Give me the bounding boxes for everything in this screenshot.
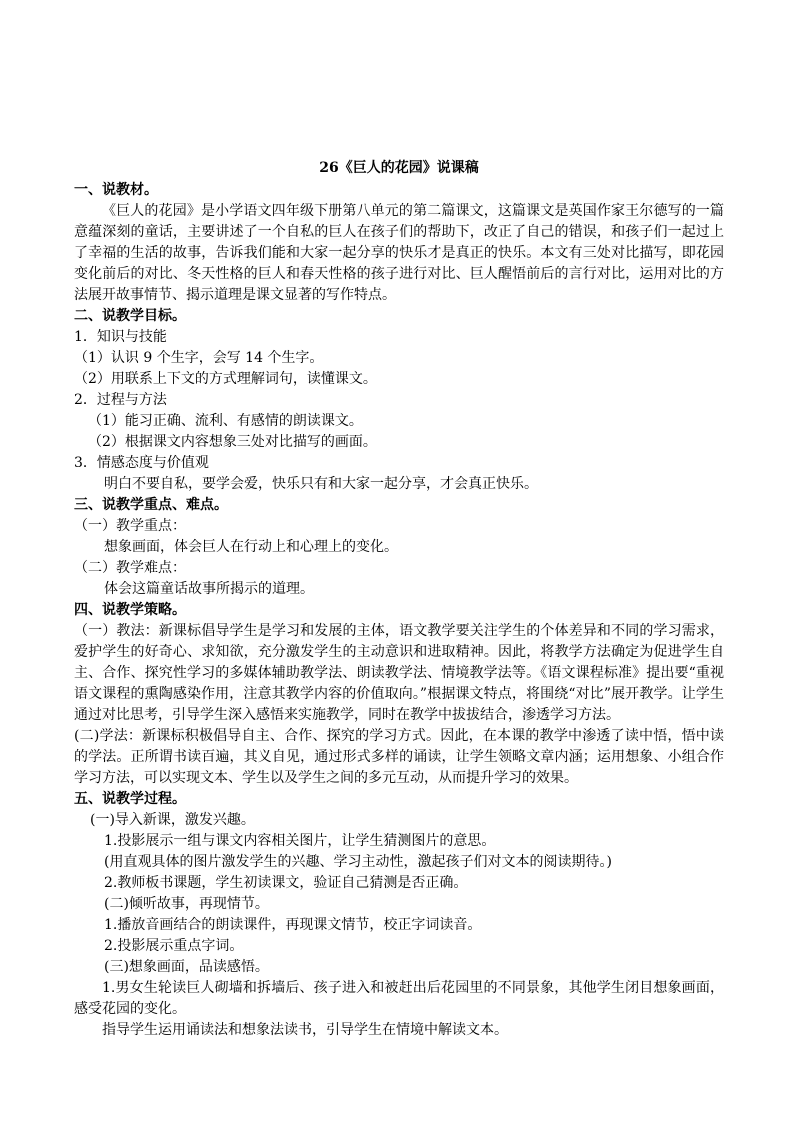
process-step-1-item-2: 2.教师板书课题，学生初读课文，验证自己猜测是否正确。 xyxy=(104,875,468,891)
objective-knowledge-item-1: （1）认识 9 个生字，会写 14 个生字。 xyxy=(74,350,324,366)
strategy-learning-method: (二)学法：新课标积极倡导自主、合作、探究的学习方式。因此，在本课的教学中渗透了读中悟，悟中读的学法。正所谓书读百遍，其义自见，通过形式多样的诵读，让学生领略文章内涵；运用想象、小组合作学习方法，可以实现文本、学生以及学生之间的多元互动，从而提升学习的效果。 xyxy=(74,728,724,786)
process-step-1-item-1: 1.投影展示一组与课文内容相关图片，让学生猜测图片的意思。 xyxy=(104,833,496,849)
section-heading-objectives: 二、说教学目标。 xyxy=(74,308,186,324)
objective-process: 2．过程与方法 xyxy=(74,392,167,408)
process-step-2: (二)倾听故事，再现情节。 xyxy=(104,896,269,912)
objective-emotion-item: 明白不要自私，要学会爱，快乐只有和大家一起分享，才会真正快乐。 xyxy=(104,476,538,492)
difficulty-text: 体会这篇童话故事所揭示的道理。 xyxy=(104,581,314,597)
objective-emotion: 3．情感态度与价值观 xyxy=(74,455,209,471)
objective-knowledge: 1．知识与技能 xyxy=(74,329,167,345)
process-step-1: (一)导入新课，激发兴趣。 xyxy=(90,812,255,828)
section-heading-process: 五、说教学过程。 xyxy=(74,791,186,807)
key-point-text: 想象画面，体会巨人在行动上和心理上的变化。 xyxy=(104,539,398,555)
process-step-3-item-1: 1.男女生轮读巨人砌墙和拆墙后、孩子进入和被赶出后花园里的不同景象，其他学生闭目想象画面，感受花园的变化。 xyxy=(74,980,724,1017)
document-page xyxy=(74,158,724,1041)
process-step-2-item-1: 1.播放音画结合的朗读课件，再现课文情节，校正字词读音。 xyxy=(104,917,482,933)
section-heading-key-points: 三、说教学重点、难点。 xyxy=(74,497,228,513)
objective-process-item-2: （2）根据课文内容想象三处对比描写的画面。 xyxy=(88,434,377,450)
process-step-1-note: (用直观具体的图片激发学生的兴趣、学习主动性，激起孩子们对文本的阅读期待。) xyxy=(104,854,612,870)
process-step-3: (三)想象画面，品读感悟。 xyxy=(104,959,269,975)
process-step-3-guidance: 指导学生运用诵读法和想象法读书，引导学生在情境中解读文本。 xyxy=(102,1022,508,1038)
key-point-label: （一）教学重点： xyxy=(74,518,186,534)
objective-knowledge-item-2: （2）用联系上下文的方式理解词句，读懂课文。 xyxy=(74,371,377,387)
strategy-teaching-method: （一）教法：新课标倡导学生是学习和发展的主体，语文教学要关注学生的个体差异和不同的学习需求，爱护学生的好奇心、求知欲，充分激发学生的主动意识和进取精神。因此，将教学方法确定为促进学生自主、合作、探究性学习的多媒体辅助教学法、朗读教学法、情境教学法等。《语文课程标准》提出要“重视语文课程的熏陶感染作用，注意其教学内容的价值取向。”根据课文特点，将围绕“对比”展开教学。让学生通过对比思考，引导学生深入感悟来实施教学，同时在教学中拔拔结合，渗透学习方法。 xyxy=(74,623,724,723)
difficulty-label: （二）教学难点： xyxy=(74,560,186,576)
teaching-material-paragraph: 《巨人的花园》是小学语文四年级下册第八单元的第二篇课文，这篇课文是英国作家王尔德写的一篇意蕴深刻的童话，主要讲述了一个自私的巨人在孩子们的帮助下，改正了自己的错误，和孩子们一起过上了幸福的生活的故事，告诉我们能和大家一起分享的快乐才是真正的快乐。本文有三处对比描写，即花园变化前后的对比、冬天性格的巨人和春天性格的孩子进行对比、巨人醒悟前后的言行对比，运用对比的方法展开故事情节、揭示道理是课文显著的写作特点。 xyxy=(74,203,724,303)
section-heading-teaching-material: 一、说教材。 xyxy=(74,182,158,198)
section-heading-strategy: 四、说教学策略。 xyxy=(74,602,186,618)
document-title: 26《巨人的花园》说课稿 xyxy=(319,160,479,176)
process-step-2-item-2: 2.投影展示重点字词。 xyxy=(104,938,244,954)
objective-process-item-1: （1）能习正确、流利、有感情的朗读课文。 xyxy=(88,413,363,429)
